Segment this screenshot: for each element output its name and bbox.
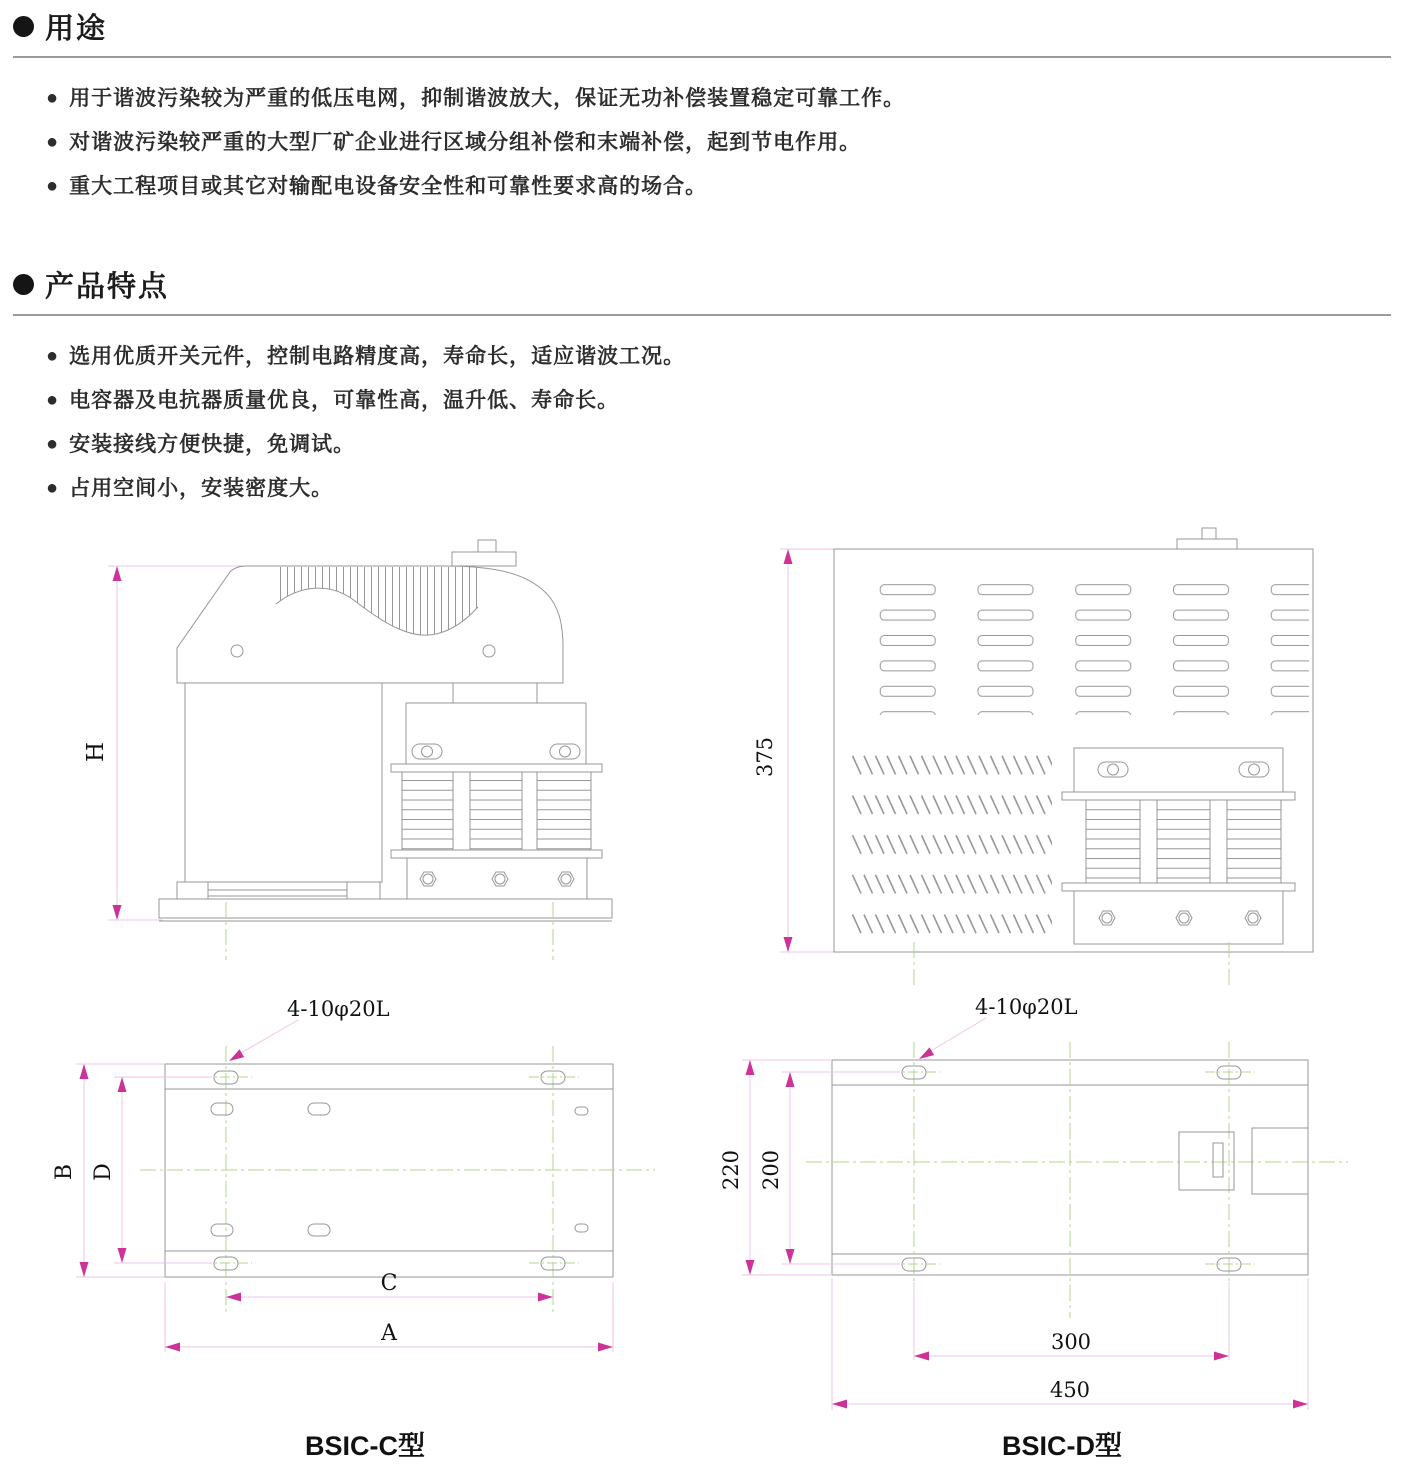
section-divider [13, 56, 1391, 58]
hole-note-label: 4-10φ20L [975, 995, 1078, 1019]
usage-item-text: 重大工程项目或其它对输配电设备安全性和可靠性要求高的场合。 [69, 175, 708, 198]
bsic-d-front-view [753, 528, 1313, 986]
reactor-side [391, 683, 602, 899]
section-title-usage: 用途 [45, 13, 108, 45]
bsic-c-side-view [83, 540, 612, 960]
model-label-bsic-d: BSIC-D型 [1002, 1431, 1122, 1461]
terminal-cutout [1179, 1132, 1234, 1190]
hole-note [917, 995, 1078, 1063]
usage-item [46, 132, 1405, 153]
top-tab [1177, 539, 1237, 549]
usage-item [46, 176, 1405, 197]
feature-item-text: 安装接线方便快捷，免调试。 [69, 433, 356, 456]
bullet-dot-icon: ● [46, 175, 60, 197]
hex-bolt-icon [420, 872, 574, 886]
dimension-375 [753, 549, 836, 952]
bsic-d-bottom-view [719, 995, 1348, 1410]
hole-note-label: 4-10φ20L [287, 997, 390, 1021]
dim-label-H: H [83, 741, 109, 763]
mounting-slot [902, 1066, 1241, 1271]
base-plate [159, 899, 612, 918]
top-tab-post [1202, 528, 1216, 539]
terminal-post [478, 540, 496, 552]
usage-item-text: 用于谐波污染较为严重的低压电网，抑制谐波放大，保证无功补偿装置稳定可靠工作。 [69, 87, 906, 110]
dim-label-C: C [380, 1271, 398, 1296]
dim-label-200: 200 [759, 1149, 783, 1191]
feature-item [46, 478, 1405, 499]
section-bullet-icon [13, 16, 34, 37]
dimension-200 [759, 1072, 900, 1264]
feature-item [46, 390, 1405, 411]
dimension-300 [914, 1282, 1229, 1361]
edge-cutout [1252, 1128, 1308, 1194]
usage-section [0, 6, 1405, 220]
dim-label-D: D [91, 1163, 116, 1181]
bullet-dot-icon: ● [46, 477, 60, 499]
features-section [0, 264, 1405, 522]
diagonal-vents [852, 744, 1052, 940]
hole-note [227, 997, 390, 1065]
feature-item [46, 434, 1405, 455]
hex-bolt-icon [1099, 911, 1261, 925]
terminal-tab [452, 552, 516, 566]
bullet-dot-icon: ● [46, 345, 60, 367]
dim-label-375: 375 [753, 736, 777, 778]
bsic-c-bottom-view [52, 997, 655, 1352]
section-title-features: 产品特点 [45, 271, 170, 303]
foot [347, 882, 380, 899]
bullet-dot-icon: ● [46, 389, 60, 411]
feature-item-text: 选用优质开关元件，控制电路精度高，寿命长，适应谐波工况。 [69, 345, 686, 368]
bullet-dot-icon: ● [46, 131, 60, 153]
bullet-dot-icon: ● [46, 87, 60, 109]
dim-label-A: A [381, 1321, 397, 1346]
technical-drawings [0, 520, 1405, 1464]
section-divider [13, 314, 1391, 316]
bullet-dot-icon: ● [46, 433, 60, 455]
model-label-bsic-c: BSIC-C型 [305, 1431, 425, 1461]
feature-item-text: 电容器及电抗器质量优良，可靠性高，温升低、寿命长。 [69, 389, 620, 412]
foot [177, 882, 208, 899]
reactor-front [1062, 748, 1295, 944]
terminal-slot [1213, 1143, 1223, 1177]
usage-item [46, 88, 1405, 109]
dim-label-300: 300 [1050, 1330, 1092, 1354]
dim-label-450: 450 [1049, 1378, 1091, 1402]
section-bullet-icon [13, 274, 34, 295]
dimension-C [226, 1271, 553, 1302]
dim-label-220: 220 [719, 1149, 743, 1191]
usage-item-text: 对谐波污染较严重的大型厂矿企业进行区域分组补偿和末端补偿，起到节电作用。 [69, 131, 862, 154]
feature-item [46, 346, 1405, 367]
feature-item-text: 占用空间小，安装密度大。 [69, 477, 334, 500]
capacitor-body [185, 683, 382, 882]
louver-vents [863, 575, 1309, 715]
dim-label-B: B [52, 1163, 77, 1181]
